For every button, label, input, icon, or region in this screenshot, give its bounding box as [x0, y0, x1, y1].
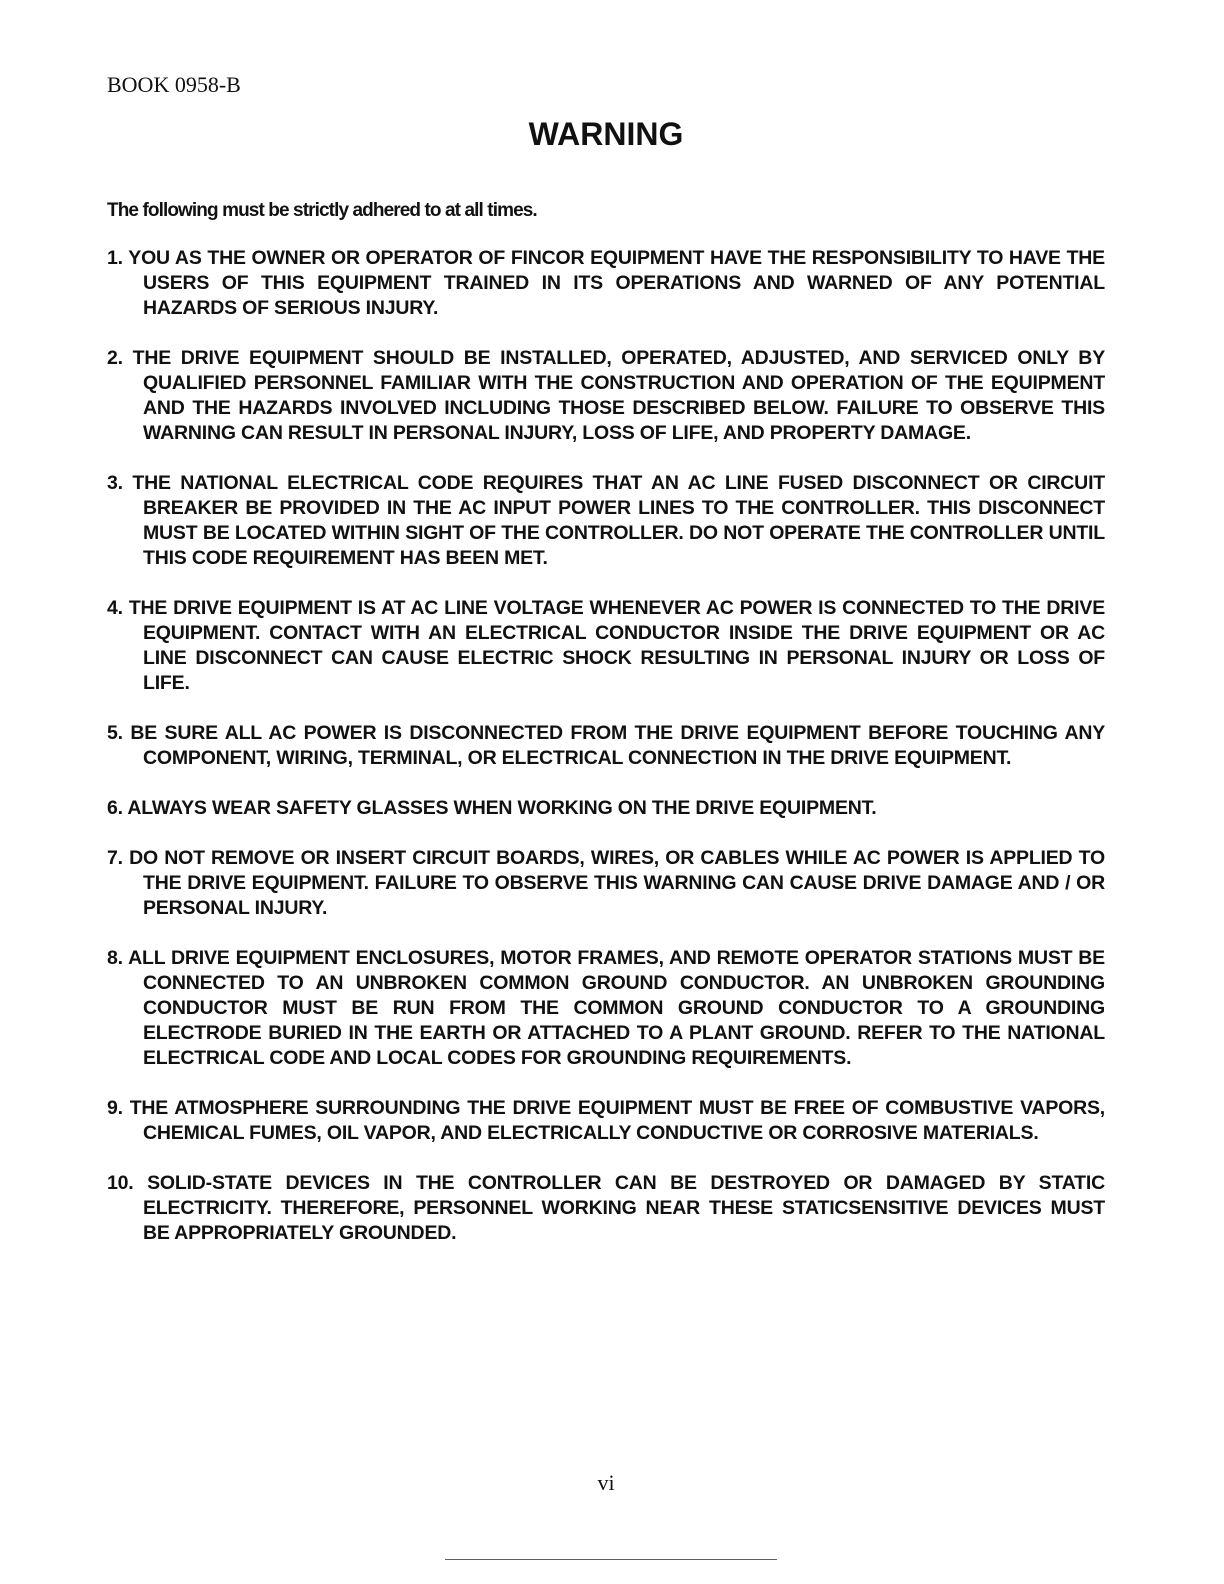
- warning-text: ALL DRIVE EQUIPMENT ENCLOSURES, MOTOR FRAMES, AND REMOTE OPERATOR STATIONS MUST BE CONNECTED TO AN UNBROKEN COMMON GROUND CONDUCTOR. AN UNBROKEN GROUNDING CONDUCTOR MUST BE RUN FROM THE COMMON GROUND CONDUCTOR TO A GROUNDING ELECTRODE BURIED IN THE EARTH OR ATTACHED TO A PLANT GROUND. REFER TO THE NATIONAL ELECTRICAL CODE AND LOCAL CODES FOR GROUNDING REQUIREMENTS.: [128, 947, 1105, 1069]
- warning-number: 6.: [107, 797, 123, 819]
- warning-text: THE ATMOSPHERE SURROUNDING THE DRIVE EQUIPMENT MUST BE FREE OF COMBUSTIVE VAPORS, CHEMICAL FUMES, OIL VAPOR, AND ELECTRICALLY CONDUCTIVE OR CORROSIVE MATERIALS.: [129, 1097, 1105, 1144]
- warning-text: YOU AS THE OWNER OR OPERATOR OF FINCOR EQUIPMENT HAVE THE RESPONSIBILITY TO HAVE THE USERS OF THIS EQUIPMENT TRAINED IN ITS OPERATIONS AND WARNED OF ANY POTENTIAL HAZARDS OF SERIOUS INJURY.: [128, 247, 1105, 319]
- warning-item: [107, 846, 1105, 921]
- footer-link-rule: [445, 1559, 777, 1560]
- warning-item: [107, 1171, 1105, 1246]
- warning-item: [107, 796, 1105, 821]
- warning-number: 7.: [107, 847, 123, 869]
- warning-number: 10.: [107, 1172, 134, 1194]
- warning-item: [107, 596, 1105, 696]
- warning-number: 3.: [107, 472, 123, 494]
- warning-text: THE DRIVE EQUIPMENT SHOULD BE INSTALLED, OPERATED, ADJUSTED, AND SERVICED ONLY BY QUALIFIED PERSONNEL FAMILIAR WITH THE CONSTRUCTION AND OPERATION OF THE EQUIPMENT AND THE HAZARDS INVOLVED INCLUDING THOSE DESCRIBED BELOW. FAILURE TO OBSERVE THIS WARNING CAN RESULT IN PERSONAL INJURY, LOSS OF LIFE, AND PROPERTY DAMAGE.: [132, 347, 1105, 444]
- warning-item: [107, 721, 1105, 771]
- warning-item: [107, 471, 1105, 571]
- warning-item: [107, 346, 1105, 446]
- book-id: BOOK 0958-B: [107, 72, 241, 97]
- warning-number: 1.: [107, 247, 123, 269]
- page-title: WARNING: [528, 116, 684, 152]
- intro-text: The following must be strictly adhered to at all times.: [107, 200, 537, 221]
- warning-text: ALWAYS WEAR SAFETY GLASSES WHEN WORKING ON THE DRIVE EQUIPMENT.: [127, 797, 877, 819]
- warning-number: 4.: [107, 597, 123, 619]
- warning-text: THE DRIVE EQUIPMENT IS AT AC LINE VOLTAGE WHENEVER AC POWER IS CONNECTED TO THE DRIVE EQUIPMENT. CONTACT WITH AN ELECTRICAL CONDUCTOR INSIDE THE DRIVE EQUIPMENT OR AC LINE DISCONNECT CAN CAUSE ELECTRIC SHOCK RESULTING IN PERSONAL INJURY OR LOSS OF LIFE.: [128, 597, 1105, 694]
- warning-item: [107, 1096, 1105, 1146]
- warning-number: 2.: [107, 347, 123, 369]
- warning-item: [107, 246, 1105, 321]
- warning-text: BE SURE ALL AC POWER IS DISCONNECTED FROM THE DRIVE EQUIPMENT BEFORE TOUCHING ANY COMPONENT, WIRING, TERMINAL, OR ELECTRICAL CONNECTION IN THE DRIVE EQUIPMENT.: [130, 722, 1106, 769]
- warning-text: THE NATIONAL ELECTRICAL CODE REQUIRES THAT AN AC LINE FUSED DISCONNECT OR CIRCUIT BREAKER BE PROVIDED IN THE AC INPUT POWER LINES TO THE CONTROLLER. THIS DISCONNECT MUST BE LOCATED WITHIN SIGHT OF THE CONTROLLER. DO NOT OPERATE THE CONTROLLER UNTIL THIS CODE REQUIREMENT HAS BEEN MET.: [132, 472, 1105, 569]
- warning-number: 5.: [107, 722, 123, 744]
- warning-item: [107, 946, 1105, 1071]
- warning-list: [107, 246, 1105, 1271]
- warning-number: 9.: [107, 1097, 123, 1119]
- warning-text: DO NOT REMOVE OR INSERT CIRCUIT BOARDS, WIRES, OR CABLES WHILE AC POWER IS APPLIED TO THE DRIVE EQUIPMENT. FAILURE TO OBSERVE THIS WARNING CAN CAUSE DRIVE DAMAGE AND / OR PERSONAL INJURY.: [129, 847, 1106, 919]
- warning-text: SOLID-STATE DEVICES IN THE CONTROLLER CAN BE DESTROYED OR DAMAGED BY STATIC ELECTRICITY. THEREFORE, PERSONNEL WORKING NEAR THESE STATICSENSITIVE DEVICES MUST BE APPROPRIATELY GROUNDED.: [143, 1172, 1105, 1244]
- page-number: vi: [597, 1470, 615, 1495]
- warning-number: 8.: [107, 947, 123, 969]
